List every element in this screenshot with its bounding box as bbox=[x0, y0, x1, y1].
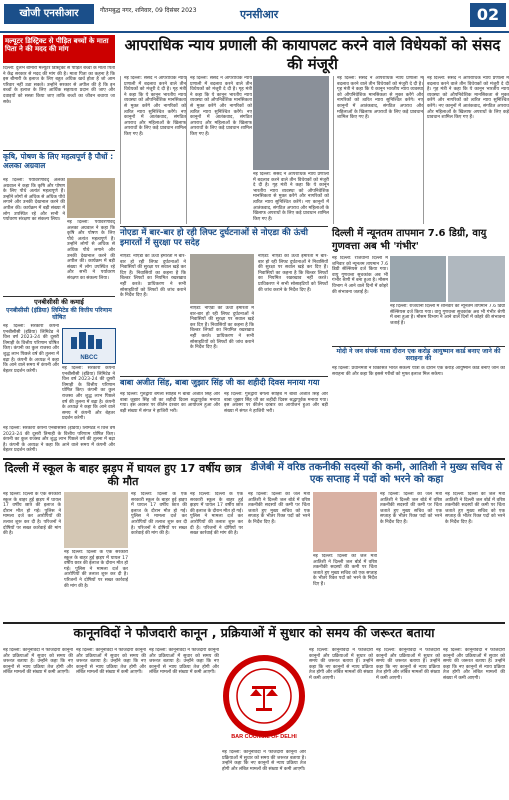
brand-logo: खोजी एनसीआर bbox=[4, 4, 94, 24]
bar-council-text: BAR COUNCIL OF DELHI bbox=[231, 734, 297, 740]
modi-headline: मोदी ने जन संपर्क यात्रा दौरान एक करोड़ आयुष्मान कार्ड बनाए जाने की सराहना की bbox=[336, 348, 501, 363]
delhi-temp-body-cont: नई दिल्ली: राजधानी दिल्ली में शनिवार को न्यूनतम तापमान 7.6 डिग्री सेल्सियस दर्ज किया गया। वायु गुणवत्ता सूचकांक अब भी गंभीर श्रेणी में बना हुआ है। मौसम विभाग ने आने वाले दिनों में कोहरे की संभावना जताई है। bbox=[390, 304, 505, 326]
main-body-col1: नई दिल्ली: संसद ने आपराधिक न्याय प्रणाली में बदलाव करने वाले तीन विधेयकों को मंजूरी दे दी है। गृह मंत्री ने कहा कि ये कानून भारतीय न्याय व्यवस्था को औपनिवेशिक मानसिकता से मुक्त करेंगे और नागरिकों को त्वरित न्याय सुनिश्चित करेंगे। नए कानूनों में आतंकवाद, संगठित अपराध और महिलाओं के खिलाफ अपराधों के लिए कड़े प्रावधान शामिल किए गए हैं। bbox=[120, 76, 186, 224]
djb-body-col3: नई दिल्ली: दिल्ली की जल मंत्री आतिशी ने दिल्ली जल बोर्ड में वरिष्ठ तकनीकी सदस्यों की कमी पर चिंता जताते हुए मुख्य सचिव को एक सप्ताह के भीतर रिक्त पदों को भरने के निर्देश दिए हैं। bbox=[380, 492, 442, 525]
page-number: 02 bbox=[470, 3, 506, 27]
delhi-temp-headline: दिल्ली में न्यूनतम तापमान 7.6 डिग्री, वायु गुणवत्ता अब भी 'गंभीर' bbox=[332, 228, 487, 252]
story2-photo bbox=[67, 178, 115, 218]
nbcc-logo bbox=[62, 328, 116, 364]
smog-photo-1 bbox=[390, 256, 446, 302]
story3-body-cont: नई दिल्ली: सरकारी कंपनी एनबीसीसी (इंडिया) लिमिटेड ने वित्त वर्ष 2023-24 की दूसरी तिमाही के वित्तीय परिणाम घोषित किए। कंपनी का कुल राजस्व और शुद्ध लाभ पिछले वर्ष की तुलना में बढ़ा है। कंपनी के अध्यक्ष ने कहा कि आने वाले समय में कंपनी और बेहतर प्रदर्शन करेगी। bbox=[62, 366, 115, 422]
noida-body-col1: नोएडा: नोएडा की ऊंची इमारतों में बार-बार हो रही लिफ्ट दुर्घटनाओं ने निवासियों की सुरक्षा पर सवाल खड़े कर दिए हैं। निवासियों का कहना है कि बिल्डर लिफ्टों का नियमित रखरखाव नहीं करते। प्राधिकरण ने सभी सोसाइटियों को लिफ्टों की जांच कराने के निर्देश दिए हैं। bbox=[120, 254, 186, 299]
crime-photo bbox=[64, 492, 128, 548]
story3-body: नई दिल्ली: सरकारी कंपनी एनबीसीसी (इंडिया) लिमिटेड ने वित्त वर्ष 2023-24 की दूसरी तिमाही के वित्तीय परिणाम घोषित किए। कंपनी का कुल राजस्व और शुद्ध लाभ पिछले वर्ष की तुलना में बढ़ा है। कंपनी के अध्यक्ष ने कहा कि आने वाले समय में कंपनी और बेहतर प्रदर्शन करेगी। bbox=[3, 324, 59, 374]
noida-body-col2: नोएडा: नोएडा की ऊंची इमारतों में बार-बार हो रही लिफ्ट दुर्घटनाओं ने निवासियों की सुरक्षा पर सवाल खड़े कर दिए हैं। निवासियों का कहना है कि बिल्डर लिफ्टों का नियमित रखरखाव नहीं करते। प्राधिकरण ने सभी सोसाइटियों को लिफ्टों की जांच कराने के निर्देश दिए हैं। bbox=[190, 306, 254, 351]
main-body-col3: नई दिल्ली: संसद ने आपराधिक न्याय प्रणाली में बदलाव करने वाले तीन विधेयकों को मंजूरी दे दी है। गृह मंत्री ने कहा कि ये कानून भारतीय न्याय व्यवस्था को औपनिवेशिक मानसिकता से मुक्त करेंगे और नागरिकों को त्वरित न्याय सुनिश्चित करेंगे। नए कानूनों में आतंकवाद, संगठित अपराध और महिलाओं के खिलाफ अपराधों के लिए कड़े प्रावधान शामिल किए गए हैं। bbox=[253, 172, 329, 222]
baba-body-col1: नई दिल्ली: गुरुद्वारा बंगला साहिब में बाबा अजीत सिंह और बाबा जुझार सिंह जी का शहीदी दिवस श्रद्धापूर्वक मनाया गया। इस अवसर पर कीर्तन दरबार का आयोजन हुआ और बड़ी संख्या में संगत ने हाजिरी भरी। bbox=[120, 392, 220, 414]
school-body-col1: नई दिल्ली: दिल्ली के एक सरकारी स्कूल के बाहर हुई झड़प में घायल 17 वर्षीय छात्र की इलाज के दौरान मौत हो गई। पुलिस ने मामला दर्ज कर आरोपियों की तलाश शुरू कर दी है। परिजनों ने दोषियों पर सख्त कार्रवाई की मांग की है। bbox=[3, 492, 61, 537]
main-body-col2: नई दिल्ली: संसद ने आपराधिक न्याय प्रणाली में बदलाव करने वाले तीन विधेयकों को मंजूरी दे दी है। गृह मंत्री ने कहा कि ये कानून भारतीय न्याय व्यवस्था को औपनिवेशिक मानसिकता से मुक्त करेंगे और नागरिकों को त्वरित न्याय सुनिश्चित करेंगे। नए कानूनों में आतंकवाद, संगठित अपराध और महिलाओं के खिलाफ अपराधों के लिए कड़े प्रावधान शामिल किए गए हैं। bbox=[186, 76, 252, 224]
story3-body-more: नई दिल्ली: सरकारी कंपनी एनबीसीसी (इंडिया) लिमिटेड ने वित्त वर्ष 2023-24 की दूसरी तिमाही के वित्तीय परिणाम घोषित किए। कंपनी का कुल राजस्व और शुद्ध लाभ पिछले वर्ष की तुलना में बढ़ा है। कंपनी के अध्यक्ष ने कहा कि आने वाले समय में कंपनी और बेहतर प्रदर्शन करेगी। bbox=[3, 426, 115, 454]
baba-body-col2: नई दिल्ली: गुरुद्वारा बंगला साहिब में बाबा अजीत सिंह और बाबा जुझार सिंह जी का शहीदी दिवस श्रद्धापूर्वक मनाया गया। इस अवसर पर कीर्तन दरबार का आयोजन हुआ और बड़ी संख्या में संगत ने हाजिरी भरी। bbox=[224, 392, 328, 414]
law-body-col7: नई दिल्ली: कानूनविदों ने फौजदारी कानूनों और प्रक्रियाओं में सुधार को समय की जरूरत बताया है। उन्होंने कहा कि नए कानूनों से न्याय प्रक्रिया तेज होगी और लंबित मामलों की संख्या में कमी आएगी। bbox=[443, 648, 505, 681]
atishi-photo bbox=[313, 492, 377, 552]
bar-council-logo bbox=[222, 648, 306, 748]
school-body-col2: नई दिल्ली: दिल्ली के एक सरकारी स्कूल के बाहर हुई झड़प में घायल 17 वर्षीय छात्र की इलाज के दौरान मौत हो गई। पुलिस ने मामला दर्ज कर आरोपियों की तलाश शुरू कर दी है। परिजनों ने दोषियों पर सख्त कार्रवाई की मांग की है। bbox=[64, 550, 128, 589]
modi-body: नई दिल्ली: प्रधानमंत्री ने विकसित भारत संकल्प यात्रा के दौरान एक करोड़ आयुष्मान कार्ड बनाए जाने की सराहना की और कहा कि इससे गरीबों को मुफ्त इलाज मिल सकेगा। bbox=[332, 366, 505, 377]
main-body-col5: नई दिल्ली: संसद ने आपराधिक न्याय प्रणाली में बदलाव करने वाले तीन विधेयकों को मंजूरी दे दी है। गृह मंत्री ने कहा कि ये कानून भारतीय न्याय व्यवस्था को औपनिवेशिक मानसिकता से मुक्त करेंगे और नागरिकों को त्वरित न्याय सुनिश्चित करेंगे। नए कानूनों में आतंकवाद, संगठित अपराध और महिलाओं के खिलाफ अपराधों के लिए कड़े प्रावधान शामिल किए गए हैं। bbox=[423, 76, 509, 224]
main-headline: आपराधिक न्याय प्रणाली की कायापलट करने वाले विधेयकों को संसद की मंजूरी bbox=[124, 36, 501, 73]
parliament-photo bbox=[253, 76, 329, 170]
noida-body-col3: नोएडा: नोएडा की ऊंची इमारतों में बार-बार हो रही लिफ्ट दुर्घटनाओं ने निवासियों की सुरक्षा पर सवाल खड़े कर दिए हैं। निवासियों का कहना है कि बिल्डर लिफ्टों का नियमित रखरखाव नहीं करते। प्राधिकरण ने सभी सोसाइटियों को लिफ्टों की जांच कराने के निर्देश दिए हैं। bbox=[258, 254, 328, 293]
bar-council-seal-icon bbox=[222, 648, 306, 748]
story1-headline: मल्यूटर डिस्ट्रिक्ट से पीड़ित बच्चों के माता पिता ने की मदद की मांग bbox=[3, 35, 115, 63]
djb-headline: डीजेबी में वरिष्ठ तकनीकी सदस्यों की कमी, आतिशी ने मुख्य सचिव से एक सप्ताह में पदों को भरने को कहा bbox=[250, 462, 503, 485]
story3-subhead: एनबीसीसी (इंडिया) लिमिटेड की वित्तीय परिणाम घोषित bbox=[6, 307, 112, 321]
building-icon bbox=[63, 329, 115, 351]
main-body-col4: नई दिल्ली: संसद ने आपराधिक न्याय प्रणाली में बदलाव करने वाले तीन विधेयकों को मंजूरी दे दी है। गृह मंत्री ने कहा कि ये कानून भारतीय न्याय व्यवस्था को औपनिवेशिक मानसिकता से मुक्त करेंगे और नागरिकों को त्वरित न्याय सुनिश्चित करेंगे। नए कानूनों में आतंकवाद, संगठित अपराध और महिलाओं के खिलाफ अपराधों के लिए कड़े प्रावधान शामिल किए गए हैं। bbox=[333, 76, 423, 224]
noida-headline: नोएडा में बार-बार हो रही लिफ्ट दुर्घटनाओं से नोएडा की ऊंची इमारतों में सुरक्षा पर सदेह bbox=[120, 228, 308, 248]
dateline: गौतमबुद्ध नगर, शनिवार, 09 दिसंबर 2023 bbox=[100, 7, 197, 14]
djb-body-col2: नई दिल्ली: दिल्ली की जल मंत्री आतिशी ने दिल्ली जल बोर्ड में वरिष्ठ तकनीकी सदस्यों की कमी पर चिंता जताते हुए मुख्य सचिव को एक सप्ताह के भीतर रिक्त पदों को भरने के निर्देश दिए हैं। bbox=[313, 554, 377, 587]
nbcc-logo-text: NBCC bbox=[80, 355, 98, 361]
law-body-col2: नई दिल्ली: कानूनविदों ने फौजदारी कानूनों और प्रक्रियाओं में सुधार को समय की जरूरत बताया है। उन्होंने कहा कि नए कानूनों से न्याय प्रक्रिया तेज होगी और लंबित मामलों की संख्या में कमी आएगी। bbox=[76, 648, 146, 676]
law-body-col5: नई दिल्ली: कानूनविदों ने फौजदारी कानूनों और प्रक्रियाओं में सुधार को समय की जरूरत बताया है। उन्होंने कहा कि नए कानूनों से न्याय प्रक्रिया तेज होगी और लंबित मामलों की संख्या में कमी आएगी। bbox=[309, 648, 373, 681]
school-body-col3: नई दिल्ली: दिल्ली के एक सरकारी स्कूल के बाहर हुई झड़प में घायल 17 वर्षीय छात्र की इलाज के दौरान मौत हो गई। पुलिस ने मामला दर्ज कर आरोपियों की तलाश शुरू कर दी है। परिजनों ने दोषियों पर सख्त कार्रवाई की मांग की है। bbox=[131, 492, 187, 537]
story2-body-cont: नई दिल्ली: पर्यावरणविद् अलका अग्रवाल ने कहा कि कृषि और पोषण के लिए पौधे अत्यंत महत्वपूर्ण हैं। उन्होंने लोगों से अधिक से अधिक पौधे लगाने और उनकी देखभाल करने की अपील की। कार्यक्रम में बड़ी संख्या में लोग उपस्थित रहे और सभी ने पर्यावरण संरक्षण का संकल्प लिया। bbox=[67, 220, 115, 281]
lift-photo bbox=[190, 254, 254, 304]
baba-headline: बाबा अजीत सिंह, बाबा जुझार सिंह जी का शहीदी दिवस मनाया गया bbox=[120, 378, 320, 387]
story3-headline: एनबीसीसी की कमाई bbox=[34, 298, 84, 306]
delhi-temp-body: नई दिल्ली: राजधानी दिल्ली में शनिवार को न्यूनतम तापमान 7.6 डिग्री सेल्सियस दर्ज किया गया। वायु गुणवत्ता सूचकांक अब भी गंभीर श्रेणी में बना हुआ है। मौसम विभाग ने आने वाले दिनों में कोहरे की संभावना जताई है। bbox=[332, 256, 388, 295]
school-headline: दिल्ली में स्कूल के बाहर झड़प में घायल हुए 17 वर्षीय छात्र की मौत bbox=[4, 462, 242, 489]
story1-body: दिल्ली: दुर्लभ बीमारी मल्यूटर डिस्ट्रिक्ट से पीड़ित बच्चों के माता पिता ने केंद्र सरकार से मदद की मांग की है। माता पिता का कहना है कि इस बीमारी के इलाज के लिए बहुत अधिक खर्च होता है जो आम परिवार नहीं उठा सकते। उन्होंने सरकार से अपील की है कि इन बच्चों के इलाज के लिए आर्थिक सहायता प्रदान की जाए और दवाइयों को सस्ता किया जाए ताकि बच्चों का जीवन बचाया जा सके। bbox=[3, 66, 115, 105]
law-body-col3: नई दिल्ली: कानूनविदों ने फौजदारी कानूनों और प्रक्रियाओं में सुधार को समय की जरूरत बताया है। उन्होंने कहा कि नए कानूनों से न्याय प्रक्रिया तेज होगी और लंबित मामलों की संख्या में कमी आएगी। bbox=[149, 648, 219, 676]
story2-headline: कृषि, पोषण के लिए महत्वपूर्ण है पौधों : अलका अग्रवाल bbox=[3, 152, 114, 170]
law-body-col1: नई दिल्ली: कानूनविदों ने फौजदारी कानूनों और प्रक्रियाओं में सुधार को समय की जरूरत बताया है। उन्होंने कहा कि नए कानूनों से न्याय प्रक्रिया तेज होगी और लंबित मामलों की संख्या में कमी आएगी। bbox=[3, 648, 73, 676]
section-title: एनसीआर bbox=[240, 8, 279, 21]
djb-body-col4: नई दिल्ली: दिल्ली की जल मंत्री आतिशी ने दिल्ली जल बोर्ड में वरिष्ठ तकनीकी सदस्यों की कमी पर चिंता जताते हुए मुख्य सचिव को एक सप्ताह के भीतर रिक्त पदों को भरने के निर्देश दिए हैं। bbox=[445, 492, 505, 525]
law-body-col6: नई दिल्ली: कानूनविदों ने फौजदारी कानूनों और प्रक्रियाओं में सुधार को समय की जरूरत बताया है। उन्होंने कहा कि नए कानूनों से न्याय प्रक्रिया तेज होगी और लंबित मामलों की संख्या में कमी आएगी। bbox=[376, 648, 440, 681]
story2-body: नई दिल्ली: पर्यावरणविद् अलका अग्रवाल ने कहा कि कृषि और पोषण के लिए पौधे अत्यंत महत्वपूर्ण हैं। उन्होंने लोगों से अधिक से अधिक पौधे लगाने और उनकी देखभाल करने की अपील की। कार्यक्रम में बड़ी संख्या में लोग उपस्थित रहे और सभी ने पर्यावरण संरक्षण का संकल्प लिया। bbox=[3, 178, 65, 223]
smog-photo-2 bbox=[448, 256, 505, 302]
law-body-col4: नई दिल्ली: कानूनविदों ने फौजदारी कानूनों और प्रक्रियाओं में सुधार को समय की जरूरत बताया है। उन्होंने कहा कि नए कानूनों से न्याय प्रक्रिया तेज होगी और लंबित मामलों की संख्या में कमी आएगी। bbox=[222, 750, 306, 772]
school-body-col4: नई दिल्ली: दिल्ली के एक सरकारी स्कूल के बाहर हुई झड़प में घायल 17 वर्षीय छात्र की इलाज के दौरान मौत हो गई। पुलिस ने मामला दर्ज कर आरोपियों की तलाश शुरू कर दी है। परिजनों ने दोषियों पर सख्त कार्रवाई की मांग की है। bbox=[190, 492, 243, 537]
law-headline: कानूनविदों ने फौजदारी कानून , प्रक्रियाओं में सुधार को समय की जरूरत बताया bbox=[73, 625, 435, 640]
djb-body-col1: नई दिल्ली: दिल्ली की जल मंत्री आतिशी ने दिल्ली जल बोर्ड में वरिष्ठ तकनीकी सदस्यों की कमी पर चिंता जताते हुए मुख्य सचिव को एक सप्ताह के भीतर रिक्त पदों को भरने के निर्देश दिए हैं। bbox=[248, 492, 310, 525]
